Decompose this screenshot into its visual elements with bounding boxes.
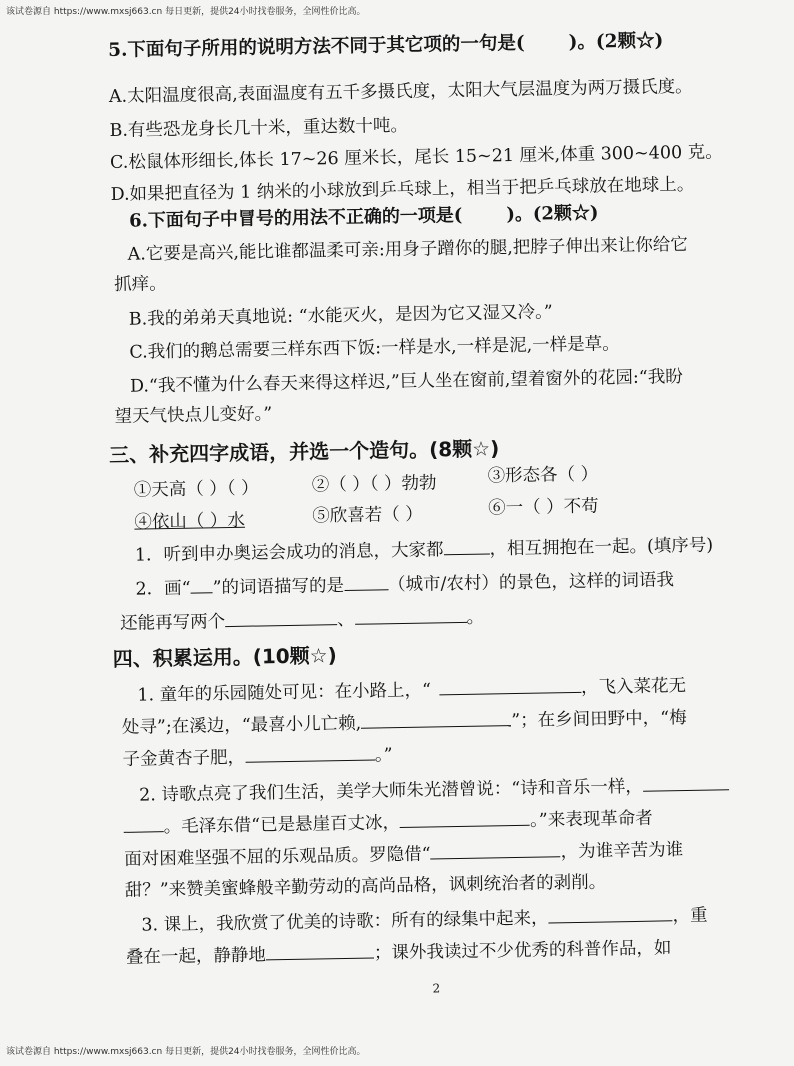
p3-line2	[126, 935, 672, 970]
p2-blank-2[interactable]	[400, 808, 530, 828]
sentence-2-part-a: 2．画“	[135, 578, 191, 600]
p3-blank-1[interactable]	[548, 903, 672, 923]
p2-line3	[124, 837, 683, 872]
p2-part-e: ，为谁辛苦为谁	[560, 840, 684, 863]
sentence-2-part-e: 、	[336, 609, 355, 631]
q6-option-a-line1: A.它要是高兴,能比谁都温柔可亲:用身子蹭你的腿,把脖子伸出来让你给它	[127, 234, 689, 265]
q5-stem-text: 5.下面句子所用的说明方法不同于其它项的一句是(	[107, 32, 525, 62]
sentence-1-blank[interactable]	[443, 536, 489, 555]
idiom-6: ⑥一（ ）不苟	[487, 496, 599, 519]
section4-title: 四、积累运用。(10颗☆)	[112, 643, 337, 672]
p1-part-c: 处寻”;在溪边，“最喜小儿亡赖,	[121, 713, 362, 738]
p1-blank-1[interactable]	[439, 675, 581, 695]
p1-line2	[122, 705, 687, 740]
page-number: 2	[432, 981, 441, 996]
p2-part-a: 2. 诗歌点亮了我们生活，美学大师朱光潜曾说：“诗和音乐一样，	[138, 776, 643, 806]
p3-part-c: 叠在一起，静静地	[125, 945, 267, 968]
p2-line2	[123, 806, 653, 840]
q5-stem-end: )。(2颗☆)	[568, 30, 664, 53]
q6-option-b: B.我的弟弟天真地说: “水能灭火，是因为它又湿又冷。”	[128, 302, 553, 330]
q6-stem-end: )。(2颗☆)	[506, 202, 599, 226]
sentence-1-part-b: ，相互拥抱在一起。(填序号)	[489, 535, 714, 560]
p1-part-f: 。”	[374, 745, 393, 766]
p1-line3	[122, 742, 393, 772]
idiom-1: ①天高（ ）（ ）	[133, 478, 259, 501]
watermark-bottom: 该试卷源自 https://www.mxsj663.cn 每日更新，提供24小时找卷服务，全网性价比高。	[6, 1047, 366, 1057]
p3-part-d: ；课外我读过不少优秀的科普作品，如	[373, 938, 672, 964]
sentence-2-city-village-blank[interactable]	[344, 572, 388, 591]
sentence-2-part-f: 。	[466, 607, 485, 628]
p1-blank-3[interactable]	[245, 742, 375, 762]
sentence-1	[135, 533, 714, 568]
sentence-2-part-d: 还能再写两个	[119, 612, 226, 634]
q5-option-b: B.有些恐龙身长几十米，重达数十吨。	[109, 115, 409, 142]
q5-stem	[108, 29, 664, 63]
q6-option-d-line1: D.“我不懂为什么春天来得这样迟,”巨人坐在窗前,望着窗外的花园:“我盼	[129, 367, 683, 397]
idiom-2: ②（ ）（ ）勃勃	[311, 473, 437, 496]
p1-part-b: ，飞入菜花无	[580, 676, 687, 698]
p1-line1	[137, 673, 686, 708]
p1-part-a: 1. 童年的乐园随处可见：在小路上，“	[137, 680, 432, 706]
p2-blank-1a[interactable]	[643, 772, 729, 791]
p1-part-d: ”；在乡间田野中，“梅	[511, 708, 687, 732]
p3-part-a: 3. 课上，我欣赏了优美的诗歌：所有的绿集中起来，	[141, 908, 549, 936]
sentence-2-marker-blank[interactable]	[190, 575, 212, 593]
q6-option-a-line2: 抓痒。	[114, 274, 167, 295]
sentence-2-continued	[120, 605, 484, 636]
p2-part-b: 。毛泽东借“已是悬崖百丈冰，	[163, 813, 401, 838]
q5-option-d: D.如果把直径为 1 纳米的小球放到乒乓球上，相当于把乒乓球放在地球上。	[110, 174, 695, 206]
section3-title: 三、补充四字成语，并选一个造句。(8颗☆)	[108, 436, 500, 468]
q6-option-d-line2: 望天气快点儿变好。”	[114, 404, 273, 427]
p2-line4: 甜？”来赞美蜜蜂般辛勤劳动的高尚品格，讽刺统治者的剥削。	[124, 872, 607, 901]
idiom-5: ⑤欣喜若（ ）	[312, 504, 423, 527]
p2-line1	[139, 772, 729, 807]
p1-blank-2[interactable]	[361, 708, 511, 729]
idiom-3: ③形态各（ ）	[487, 464, 599, 487]
p2-blank-1b[interactable]	[123, 814, 163, 833]
q6-stem-text: 6.下面句子中冒号的用法不正确的一项是(	[128, 204, 463, 232]
extra-word-blank-1[interactable]	[225, 607, 337, 627]
p3-blank-2[interactable]	[266, 941, 374, 961]
sentence-2	[135, 567, 674, 601]
watermark-top: 该试卷源自 https://www.mxsj663.cn 每日更新，提供24小时找卷服务，全网性价比高。	[6, 7, 366, 17]
q5-option-a: A.太阳温度很高,表面温度有五千多摄氏度，太阳大气层温度为两万摄氏度。	[108, 76, 693, 108]
sentence-2-part-c: （城市/农村）的景色，这样的词语我	[387, 570, 675, 596]
q6-option-c: C.我们的鹅总需要三样东西下饭:一样是水,一样是泥,一样是草。	[129, 334, 620, 363]
q6-stem	[129, 201, 599, 233]
q5-option-c: C.松鼠体形细长,体长 17~26 厘米长，尾长 15~21 厘米,体重 300~400 克。	[109, 142, 723, 174]
sentence-2-part-b: ”的词语描写的是	[212, 575, 345, 599]
p1-part-e: 子金黄杏子肥，	[122, 747, 246, 770]
extra-word-blank-2[interactable]	[354, 605, 466, 625]
sentence-1-part-a: 1．听到申办奥运会成功的消息，大家都	[134, 540, 444, 566]
p2-blank-3[interactable]	[430, 839, 560, 859]
p3-part-b: ，重	[672, 905, 708, 927]
p2-part-c: 。”来表现革命者	[529, 808, 653, 831]
idiom-4: ④依山（ ）水	[134, 510, 246, 533]
p3-line1	[141, 903, 708, 938]
p2-part-d: 面对困难坚强不屈的乐观品质。罗隐借“	[124, 844, 431, 870]
